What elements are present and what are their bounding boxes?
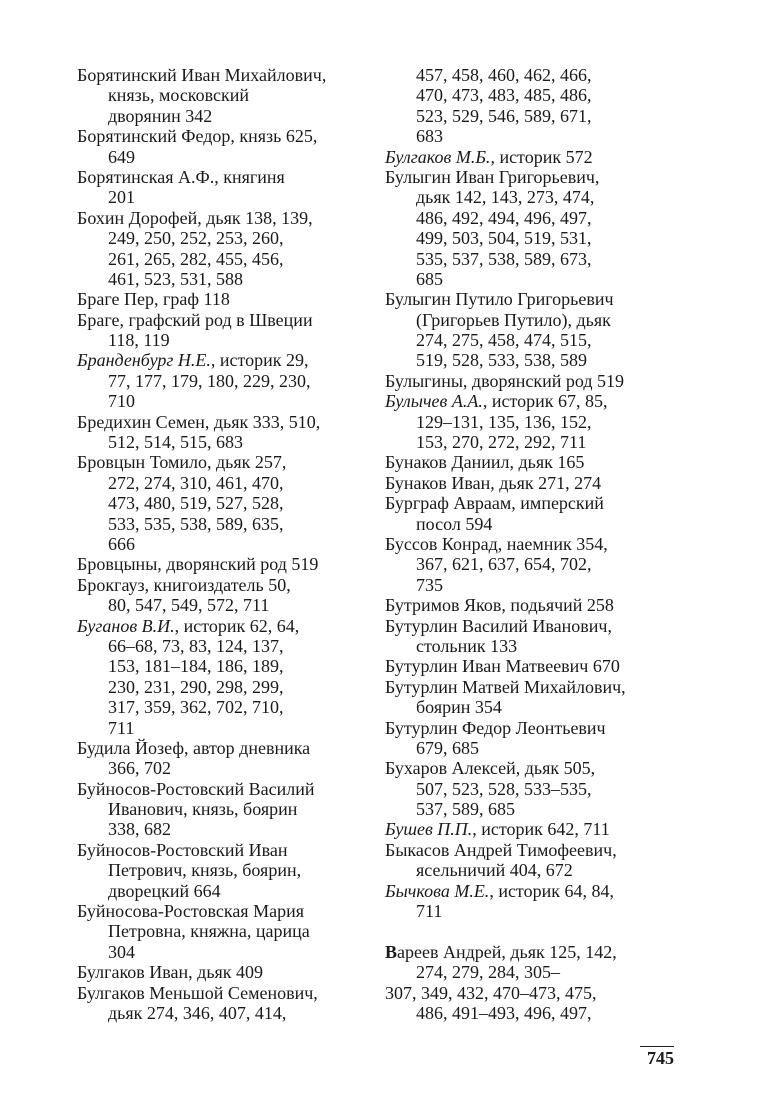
- entry-line: [77, 677, 377, 697]
- entry-text: 307, 349, 432, 470–473, 475,: [385, 982, 597, 1003]
- entry-text: дворянин 342: [108, 105, 213, 126]
- entry-line: [385, 677, 705, 697]
- entry-line: [77, 85, 377, 105]
- index-entry: [385, 452, 705, 472]
- entry-line: [385, 391, 705, 411]
- entry-line: [385, 575, 705, 595]
- entry-text: 523, 529, 546, 589, 671,: [416, 105, 592, 126]
- entry-line: [77, 860, 377, 880]
- entry-line: [385, 432, 705, 452]
- entry-text: дьяк 274, 346, 407, 414,: [108, 1002, 287, 1023]
- entry-line: [77, 840, 377, 860]
- entry-text: Буйносов-Ростовский Иван: [77, 839, 288, 860]
- entry-line: [385, 473, 705, 493]
- index-entry: [385, 534, 705, 595]
- entry-text: Бурграф Авраам, имперский: [385, 493, 604, 514]
- entry-text: Бутримов Яков, подьячий 258: [385, 595, 614, 616]
- entry-text: Браге Пер, граф 118: [77, 289, 230, 310]
- entry-text: Иванович, князь, боярин: [108, 799, 298, 820]
- index-entry: [77, 289, 377, 309]
- entry-line: [77, 432, 377, 452]
- entry-line: [385, 493, 705, 513]
- entry-text: 261, 265, 282, 455, 456,: [108, 248, 284, 269]
- entry-line: [385, 187, 705, 207]
- entry-text: дворецкий 664: [108, 880, 221, 901]
- entry-line: [77, 554, 377, 574]
- index-entry: [385, 391, 705, 452]
- index-entry: [385, 677, 705, 718]
- entry-text: 486, 492, 494, 496, 497,: [416, 207, 592, 228]
- entry-text: 317, 359, 362, 702, 710,: [108, 697, 284, 718]
- entry-text: боярин 354: [416, 697, 502, 718]
- index-entry-continuation: [385, 65, 705, 147]
- entry-line: [77, 412, 377, 432]
- entry-line: [385, 126, 705, 146]
- entry-line: [385, 249, 705, 269]
- entry-line: [77, 575, 377, 595]
- index-entry: [77, 126, 377, 167]
- entry-line: [77, 310, 377, 330]
- entry-text: 711: [108, 717, 135, 738]
- index-entry: [385, 595, 705, 615]
- index-entry: [77, 738, 377, 779]
- entry-text: , историк 29,: [210, 350, 309, 371]
- entry-line: [77, 799, 377, 819]
- entry-text: Буйносова-Ростовская Мария: [77, 901, 304, 922]
- entry-text: 486, 491–493, 496, 497,: [416, 1002, 592, 1023]
- entry-text: Петрович, князь, боярин,: [108, 860, 302, 881]
- entry-text: 457, 458, 460, 462, 466,: [416, 65, 592, 85]
- entry-line: [385, 1003, 705, 1023]
- index-entry: [77, 983, 377, 1024]
- page-number: 745: [640, 1046, 674, 1068]
- entry-line: [385, 65, 705, 85]
- entry-line: [385, 962, 705, 982]
- entry-text: 507, 523, 528, 533–535,: [416, 778, 592, 799]
- entry-author-name: Буганов В.И.: [77, 615, 175, 636]
- entry-line: [385, 310, 705, 330]
- entry-line: [77, 636, 377, 656]
- entry-line: [385, 208, 705, 228]
- entry-line: [385, 636, 705, 656]
- entry-text: 512, 514, 515, 683: [108, 432, 243, 453]
- index-entry: [385, 819, 705, 839]
- index-entry: [77, 575, 377, 616]
- entry-text: Бровцыны, дворянский род 519: [77, 554, 319, 575]
- entry-line: [77, 534, 377, 554]
- entry-line: [77, 983, 377, 1003]
- entry-line: [385, 350, 705, 370]
- entry-line: [77, 881, 377, 901]
- index-column-right: [385, 65, 705, 1023]
- entry-text: Бухаров Алексей, дьяк 505,: [385, 758, 596, 779]
- entry-text: ареев Андрей, дьяк 125, 142,: [397, 941, 617, 962]
- entry-text: 685: [416, 268, 443, 289]
- entry-line: [385, 840, 705, 860]
- entry-text: 533, 535, 538, 589, 635,: [108, 513, 284, 534]
- entry-text: 367, 621, 637, 654, 702,: [416, 554, 592, 575]
- entry-text: Буйносов-Ростовский Василий: [77, 778, 315, 799]
- entry-text: , историк 67, 85,: [482, 391, 608, 412]
- index-entry: [77, 962, 377, 982]
- entry-line: [385, 779, 705, 799]
- entry-text: 338, 682: [108, 819, 171, 840]
- entry-text: 711: [416, 901, 443, 922]
- entry-line: [385, 942, 705, 962]
- entry-line: [77, 167, 377, 187]
- entry-text: 735: [416, 574, 443, 595]
- entry-line: [385, 371, 705, 391]
- entry-text: 153, 181–184, 186, 189,: [108, 656, 284, 677]
- entry-line: [385, 799, 705, 819]
- entry-text: 249, 250, 252, 253, 260,: [108, 228, 284, 249]
- entry-line: [77, 65, 377, 85]
- entry-line: [385, 330, 705, 350]
- entry-text: князь, московский: [108, 85, 250, 106]
- entry-text: 666: [108, 533, 135, 554]
- entry-line: [77, 350, 377, 370]
- entry-line: [77, 371, 377, 391]
- entry-text: 77, 177, 179, 180, 229, 230,: [108, 370, 311, 391]
- section-initial-letter: В: [385, 941, 398, 962]
- entry-text: Булгаков Меньшой Семенович,: [77, 982, 318, 1003]
- entry-text: Быкасов Андрей Тимофеевич,: [385, 839, 617, 860]
- entry-line: [77, 473, 377, 493]
- entry-text: Будила Йозеф, автор дневника: [77, 737, 311, 758]
- entry-text: , историк 572: [490, 146, 593, 167]
- entry-text: Бунаков Даниил, дьяк 165: [385, 452, 585, 473]
- entry-line: [385, 514, 705, 534]
- entry-line: [77, 656, 377, 676]
- entry-text: 274, 275, 458, 474, 515,: [416, 330, 592, 351]
- index-entry: [385, 840, 705, 881]
- entry-line: [77, 289, 377, 309]
- entry-text: Булыгин Путило Григорьевич: [385, 289, 614, 310]
- entry-text: посол 594: [416, 513, 493, 534]
- entry-line: [77, 391, 377, 411]
- entry-text: ясельничий 404, 672: [416, 860, 573, 881]
- index-entry: [385, 656, 705, 676]
- entry-text: стольник 133: [416, 635, 518, 656]
- index-entry: [385, 473, 705, 493]
- entry-text: Бредихин Семен, дьяк 333, 510,: [77, 411, 321, 432]
- entry-author-name: Булгаков М.Б.: [385, 146, 491, 167]
- entry-text: Булыгины, дворянский род 519: [385, 370, 625, 391]
- entry-text: Бутурлин Василий Иванович,: [385, 615, 612, 636]
- entry-line: [385, 697, 705, 717]
- entry-line: [77, 249, 377, 269]
- entry-line: [77, 106, 377, 126]
- entry-line: [77, 616, 377, 636]
- entry-text: 274, 279, 284, 305–: [416, 962, 560, 983]
- entry-line: [385, 881, 705, 901]
- entry-line: [77, 269, 377, 289]
- entry-text: Бровцын Томило, дьяк 257,: [77, 452, 287, 473]
- entry-line: [385, 595, 705, 615]
- index-entry: [77, 208, 377, 290]
- entry-line: [77, 819, 377, 839]
- entry-text: 272, 274, 310, 461, 470,: [108, 472, 284, 493]
- entry-text: Булыгин Иван Григорьевич,: [385, 166, 600, 187]
- index-entry: [385, 942, 705, 983]
- entry-line: [385, 983, 705, 1003]
- entry-text: 80, 547, 549, 572, 711: [108, 595, 270, 616]
- index-entry: [77, 779, 377, 840]
- index-entry: [77, 310, 377, 351]
- entry-text: 461, 523, 531, 588: [108, 268, 243, 289]
- entry-line: [77, 126, 377, 146]
- entry-line: [77, 962, 377, 982]
- index-entry: [77, 167, 377, 208]
- entry-line: [385, 534, 705, 554]
- index-entry: [385, 881, 705, 922]
- index-entry: [77, 350, 377, 411]
- entry-text: , историк 62, 64,: [174, 615, 300, 636]
- entry-line: [77, 514, 377, 534]
- entry-line: [385, 452, 705, 472]
- entry-author-name: Бушев П.П.: [385, 819, 473, 840]
- entry-text: 66–68, 73, 83, 124, 137,: [108, 635, 284, 656]
- entry-line: [77, 228, 377, 248]
- entry-text: 519, 528, 533, 538, 589: [416, 350, 587, 371]
- entry-text: 304: [108, 941, 135, 962]
- entry-text: Буссов Конрад, наемник 354,: [385, 533, 608, 554]
- entry-text: Бохин Дорофей, дьяк 138, 139,: [77, 207, 313, 228]
- entry-text: 230, 231, 290, 298, 299,: [108, 676, 284, 697]
- entry-text: 473, 480, 519, 527, 528,: [108, 493, 284, 514]
- entry-line: [385, 616, 705, 636]
- entry-text: 499, 503, 504, 519, 531,: [416, 228, 592, 249]
- entry-text: Борятинский Федор, князь 625,: [77, 126, 318, 147]
- entry-line: [385, 656, 705, 676]
- entry-text: 201: [108, 187, 135, 208]
- entry-line: [385, 147, 705, 167]
- entry-text: 683: [416, 126, 443, 147]
- index-entry: [77, 452, 377, 554]
- entry-text: Бутурлин Иван Матвеевич 670: [385, 656, 620, 677]
- entry-text: 679, 685: [416, 737, 479, 758]
- entry-text: 710: [108, 391, 135, 412]
- index-entry: [385, 289, 705, 371]
- entry-text: (Григорьев Путило), дьяк: [416, 309, 611, 330]
- entry-line: [385, 860, 705, 880]
- entry-line: [77, 697, 377, 717]
- entry-text: Брокгауз, книгоиздатель 50,: [77, 574, 291, 595]
- entry-line: [385, 718, 705, 738]
- entry-text: 118, 119: [108, 330, 170, 351]
- entry-line: [385, 289, 705, 309]
- entry-text: 537, 589, 685: [416, 799, 515, 820]
- entry-text: 366, 702: [108, 758, 171, 779]
- entry-line: [77, 208, 377, 228]
- entry-text: Борятинская А.Ф., княгиня: [77, 166, 285, 187]
- index-entry: [77, 901, 377, 962]
- entry-line: [385, 554, 705, 574]
- entry-line: [77, 779, 377, 799]
- entry-line: [385, 901, 705, 921]
- entry-text: Борятинский Иван Михайлович,: [77, 65, 327, 85]
- entry-line: [77, 452, 377, 472]
- entry-line: [77, 1003, 377, 1023]
- entry-text: Браге, графский род в Швеции: [77, 309, 313, 330]
- entry-line: [385, 269, 705, 289]
- index-entry: [385, 718, 705, 759]
- entry-text: 129–131, 135, 136, 152,: [416, 411, 592, 432]
- entry-line: [77, 493, 377, 513]
- index-entry: [385, 758, 705, 819]
- index-entry: [77, 412, 377, 453]
- entry-line: [77, 942, 377, 962]
- index-entry: [385, 983, 705, 1024]
- entry-line: [385, 412, 705, 432]
- entry-text: , историк 642, 711: [472, 819, 610, 840]
- entry-line: [77, 330, 377, 350]
- entry-text: 535, 537, 538, 589, 673,: [416, 248, 592, 269]
- entry-text: 470, 473, 483, 485, 486,: [416, 85, 592, 106]
- entry-text: 153, 270, 272, 292, 711: [416, 432, 587, 453]
- entry-text: дьяк 142, 143, 273, 474,: [416, 187, 595, 208]
- entry-line: [77, 595, 377, 615]
- entry-line: [77, 718, 377, 738]
- entry-line: [385, 167, 705, 187]
- section-divider: [385, 921, 705, 941]
- entry-line: [77, 187, 377, 207]
- entry-line: [77, 921, 377, 941]
- entry-text: Бутурлин Федор Леонтьевич: [385, 717, 606, 738]
- entry-line: [77, 147, 377, 167]
- entry-line: [385, 738, 705, 758]
- entry-line: [385, 85, 705, 105]
- entry-author-name: Бранденбург Н.Е.: [77, 350, 211, 371]
- index-entry: [385, 167, 705, 289]
- entry-author-name: Бычкова М.Е.: [385, 880, 490, 901]
- entry-line: [77, 738, 377, 758]
- entry-text: 649: [108, 146, 135, 167]
- entry-text: Бунаков Иван, дьяк 271, 274: [385, 472, 602, 493]
- index-entry: [77, 616, 377, 738]
- index-entry: [77, 554, 377, 574]
- entry-line: [77, 758, 377, 778]
- entry-line: [385, 106, 705, 126]
- index-entry: [385, 616, 705, 657]
- index-entry: [385, 371, 705, 391]
- entry-text: Петровна, княжна, царица: [108, 921, 310, 942]
- index-column-left: [77, 65, 377, 1023]
- entry-line: [385, 819, 705, 839]
- entry-text: , историк 64, 84,: [489, 880, 614, 901]
- entry-author-name: Булычев А.А.: [385, 391, 483, 412]
- index-entry: [77, 65, 377, 126]
- entry-line: [385, 758, 705, 778]
- entry-text: Булгаков Иван, дьяк 409: [77, 962, 264, 983]
- index-entry: [385, 147, 705, 167]
- entry-line: [77, 901, 377, 921]
- index-entry: [77, 840, 377, 901]
- index-entry: [385, 493, 705, 534]
- entry-text: Бутурлин Матвей Михайлович,: [385, 676, 626, 697]
- entry-line: [385, 228, 705, 248]
